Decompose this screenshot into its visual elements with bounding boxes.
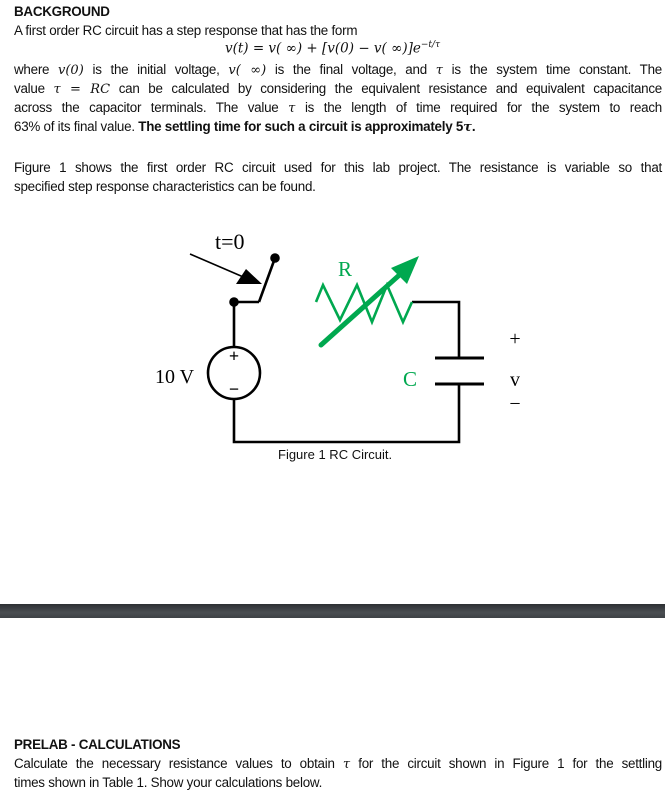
- capacitor: [435, 358, 484, 384]
- source-plus: +: [228, 346, 240, 366]
- v-label: v: [510, 369, 520, 391]
- prelab-line-1: [14, 754, 662, 774]
- math: τ: [435, 63, 443, 78]
- math: τ = RC: [53, 82, 111, 97]
- text: Calculate the necessary resistance values to obtain: [14, 756, 343, 771]
- text: is the system time constant. The: [442, 62, 662, 77]
- capacitor-label: C: [403, 367, 418, 391]
- source-minus: −: [228, 379, 240, 399]
- page-separator: [0, 604, 665, 618]
- text: 63% of its final value.: [14, 119, 139, 134]
- variable-resistor: [316, 256, 419, 345]
- math: v(0): [58, 63, 84, 78]
- prelab-line-2: times shown in Table 1. Show your calculations below.: [14, 775, 323, 790]
- text: for the circuit shown in Figure 1 for the settling: [350, 756, 662, 771]
- background-heading: BACKGROUND: [14, 4, 110, 19]
- equation-body: v(t) = v( ∞) + [v(0) − v( ∞)]e: [224, 40, 421, 57]
- resistor-label: R: [338, 257, 353, 281]
- math: v( ∞): [228, 63, 267, 78]
- voltage-source: [208, 346, 260, 399]
- settling-time-statement: The settling time for such a circuit is approximately 5: [138, 119, 464, 134]
- switch-arrow: [190, 254, 262, 284]
- text: is the initial voltage,: [83, 62, 229, 77]
- text: value: [14, 81, 54, 96]
- text: is the length of time required for the system to reach: [295, 100, 662, 115]
- switch-label: t=0: [215, 229, 245, 254]
- intro-text: A first order RC circuit has a step response that has the form: [14, 23, 358, 38]
- math: τ: [342, 757, 351, 772]
- text: where: [14, 62, 59, 77]
- v-plus: +: [509, 328, 521, 350]
- text: across the capacitor terminals. The value: [14, 100, 289, 115]
- math: τ: [463, 120, 472, 135]
- figure-intro-line-1: Figure 1 shows the first order RC circuit used for this lab project. The resistance is variable so that: [14, 160, 662, 175]
- text: .: [471, 119, 476, 134]
- figure-caption: Figure 1 RC Circuit.: [278, 447, 393, 462]
- equation-exponent: −t/τ: [420, 40, 441, 50]
- v-minus: −: [509, 393, 521, 415]
- text: can be calculated by considering the equivalent resistance and equivalent capacitance: [110, 81, 662, 96]
- prelab-heading: PRELAB - CALCULATIONS: [14, 737, 181, 752]
- text: is the final voltage, and: [266, 62, 436, 77]
- figure-intro-line-2: specified step response characteristics can be found.: [14, 179, 316, 194]
- source-label: 10 V: [155, 366, 195, 388]
- math: τ: [288, 101, 296, 116]
